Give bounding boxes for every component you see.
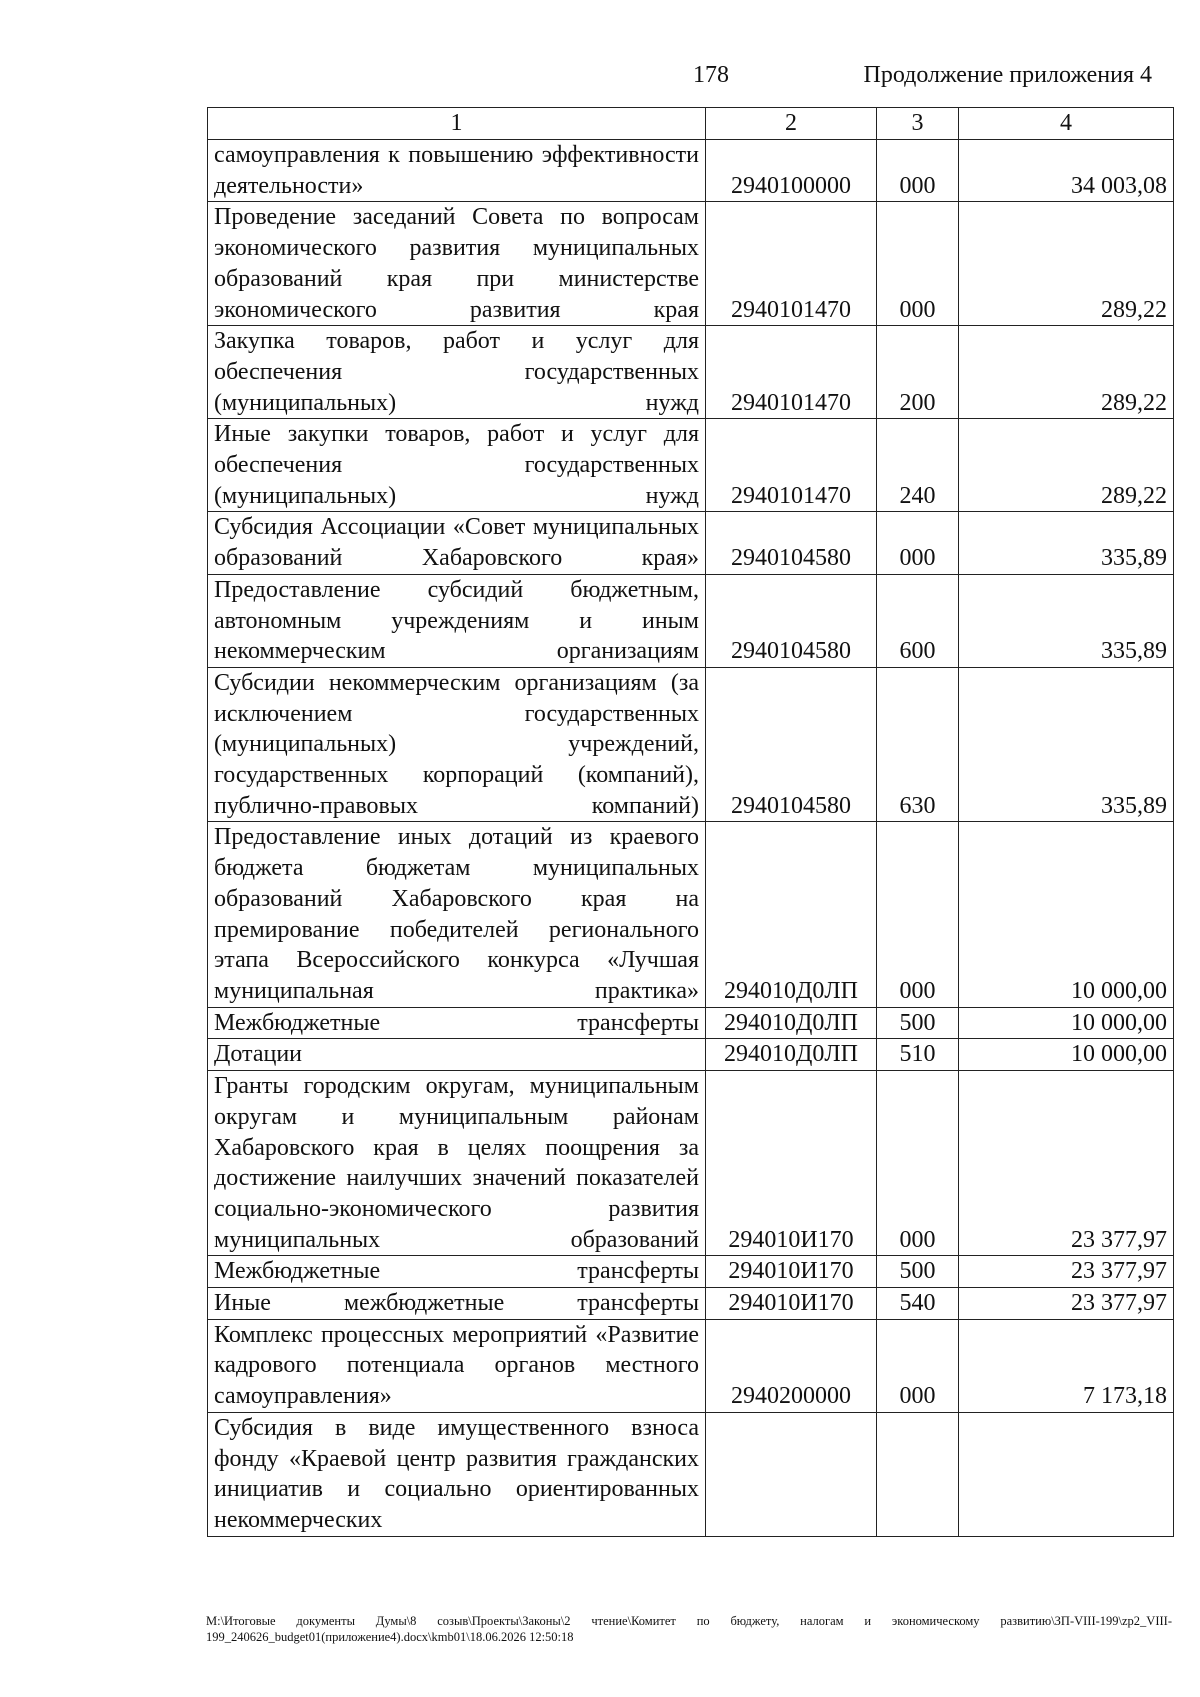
- table-row: [208, 1256, 1174, 1288]
- expense-type-cell: 000: [877, 1319, 959, 1412]
- expense-type-cell: 000: [877, 1071, 959, 1256]
- amount-cell: 23 377,97: [959, 1256, 1174, 1288]
- item-name-cell: Субсидия в виде имущественного взноса фонду «Краевой центр развития гражданских инициатив и социально ориентированных некоммерческих: [208, 1412, 706, 1536]
- target-code-cell: [706, 1412, 877, 1536]
- item-name-cell: Субсидии некоммерческим организациям (за исключением государственных (муниципальных) учреждений, государственных корпораций (компаний), публично-правовых компаний): [208, 667, 706, 822]
- table-row: [208, 1071, 1174, 1256]
- target-code-cell: 2940101470: [706, 419, 877, 512]
- item-name-cell: Комплекс процессных мероприятий «Развитие кадрового потенциала органов местного самоуправления»: [208, 1319, 706, 1412]
- page-header: [0, 62, 1200, 96]
- item-name-cell: Иные межбюджетные трансферты: [208, 1288, 706, 1320]
- expense-type-cell: 000: [877, 202, 959, 326]
- target-code-cell: 294010И170: [706, 1256, 877, 1288]
- target-code-cell: 294010Д0ЛП: [706, 1039, 877, 1071]
- page-number: 178: [693, 62, 729, 88]
- target-code-cell: 294010И170: [706, 1071, 877, 1256]
- table-row: [208, 326, 1174, 419]
- target-code-cell: 2940100000: [706, 140, 877, 202]
- amount-cell: [959, 1412, 1174, 1536]
- amount-cell: 335,89: [959, 667, 1174, 822]
- table-row: [208, 574, 1174, 667]
- target-code-cell: 2940104580: [706, 512, 877, 574]
- target-code-cell: 2940200000: [706, 1319, 877, 1412]
- amount-cell: 335,89: [959, 512, 1174, 574]
- table-row: [208, 667, 1174, 822]
- amount-cell: 289,22: [959, 326, 1174, 419]
- column-header-3: 3: [877, 108, 959, 140]
- item-name-cell: Проведение заседаний Совета по вопросам экономического развития муниципальных образований края при министерстве экономического развития края: [208, 202, 706, 326]
- column-header-2: 2: [706, 108, 877, 140]
- item-name-cell: Предоставление иных дотаций из краевого бюджета бюджетам муниципальных образований Хабаровского края на премирование победителей регионального этапа Всероссийского конкурса «Лучшая муниципальная практика»: [208, 822, 706, 1007]
- item-name-cell: Субсидия Ассоциации «Совет муниципальных образований Хабаровского края»: [208, 512, 706, 574]
- item-name-cell: самоуправления к повышению эффективности деятельности»: [208, 140, 706, 202]
- budget-table: [207, 107, 1174, 1537]
- table-row: [208, 202, 1174, 326]
- target-code-cell: 294010Д0ЛП: [706, 1007, 877, 1039]
- item-name-cell: Межбюджетные трансферты: [208, 1256, 706, 1288]
- table-row: [208, 822, 1174, 1007]
- expense-type-cell: 000: [877, 822, 959, 1007]
- target-code-cell: 2940101470: [706, 202, 877, 326]
- table-row: [208, 512, 1174, 574]
- target-code-cell: 2940101470: [706, 326, 877, 419]
- table-row: [208, 140, 1174, 202]
- item-name-cell: Закупка товаров, работ и услуг для обеспечения государственных (муниципальных) нужд: [208, 326, 706, 419]
- item-name-cell: Предоставление субсидий бюджетным, автономным учреждениям и иным некоммерческим организациям: [208, 574, 706, 667]
- target-code-cell: 2940104580: [706, 574, 877, 667]
- file-path-footer: M:\Итоговые документы Думы\8 созыв\Проекты\Законы\2 чтение\Комитет по бюджету, налогам и экономическому развитию\ЗП-VIII-199\zp2_VIII-199_240626_budget01(приложение4).docx\kmb01\18.06.2026 12:50:18: [206, 1614, 1172, 1644]
- expense-type-cell: [877, 1412, 959, 1536]
- target-code-cell: 2940104580: [706, 667, 877, 822]
- amount-cell: 289,22: [959, 419, 1174, 512]
- expense-type-cell: 500: [877, 1007, 959, 1039]
- target-code-cell: 294010И170: [706, 1288, 877, 1320]
- expense-type-cell: 600: [877, 574, 959, 667]
- expense-type-cell: 500: [877, 1256, 959, 1288]
- expense-type-cell: 000: [877, 512, 959, 574]
- expense-type-cell: 000: [877, 140, 959, 202]
- expense-type-cell: 510: [877, 1039, 959, 1071]
- amount-cell: 7 173,18: [959, 1319, 1174, 1412]
- item-name-cell: Иные закупки товаров, работ и услуг для обеспечения государственных (муниципальных) нужд: [208, 419, 706, 512]
- item-name-cell: Межбюджетные трансферты: [208, 1007, 706, 1039]
- table-row: [208, 1039, 1174, 1071]
- column-number-row: [208, 108, 1174, 140]
- amount-cell: 23 377,97: [959, 1288, 1174, 1320]
- table-row: [208, 419, 1174, 512]
- expense-type-cell: 200: [877, 326, 959, 419]
- expense-type-cell: 630: [877, 667, 959, 822]
- amount-cell: 10 000,00: [959, 1039, 1174, 1071]
- table-row: [208, 1288, 1174, 1320]
- amount-cell: 335,89: [959, 574, 1174, 667]
- amount-cell: 23 377,97: [959, 1071, 1174, 1256]
- column-header-1: 1: [208, 108, 706, 140]
- column-header-4: 4: [959, 108, 1174, 140]
- continuation-label: Продолжение приложения 4: [863, 62, 1152, 88]
- target-code-cell: 294010Д0ЛП: [706, 822, 877, 1007]
- table-row: [208, 1412, 1174, 1536]
- amount-cell: 10 000,00: [959, 822, 1174, 1007]
- item-name-cell: Гранты городским округам, муниципальным округам и муниципальным районам Хабаровского края в целях поощрения за достижение наилучших значений показателей социально-экономического развития муниципальных образований: [208, 1071, 706, 1256]
- amount-cell: 289,22: [959, 202, 1174, 326]
- item-name-cell: Дотации: [208, 1039, 706, 1071]
- table-row: [208, 1007, 1174, 1039]
- expense-type-cell: 540: [877, 1288, 959, 1320]
- amount-cell: 34 003,08: [959, 140, 1174, 202]
- amount-cell: 10 000,00: [959, 1007, 1174, 1039]
- table-row: [208, 1319, 1174, 1412]
- expense-type-cell: 240: [877, 419, 959, 512]
